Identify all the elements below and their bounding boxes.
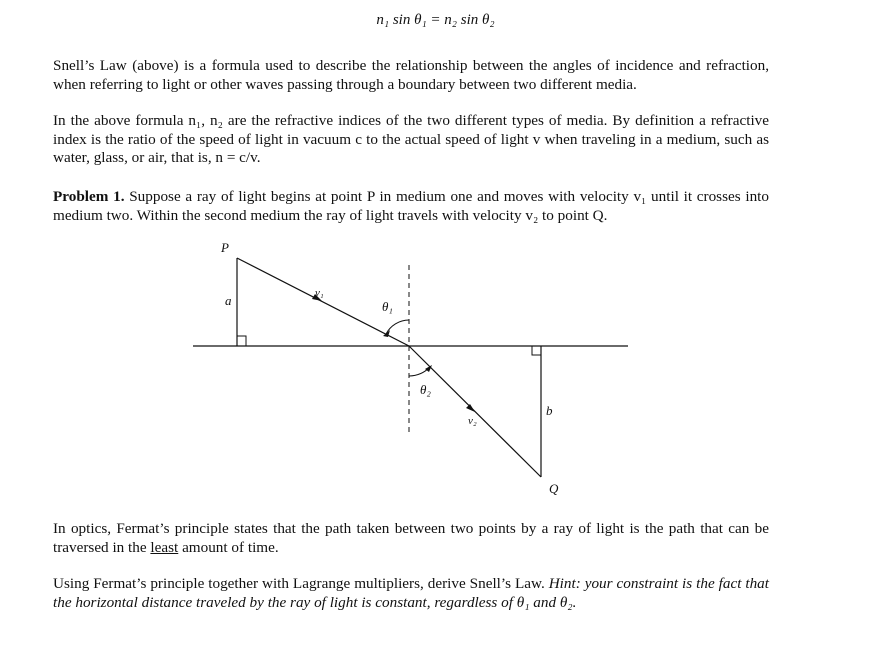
refracted-direction-arrow [466, 404, 475, 412]
problem-text: Suppose a ray of light begins at point P in medium one and moves with velocity v₁ until it crosses into medium two. Within the second medium the ray of light travels with velocity v₂ to point Q. [53, 188, 769, 224]
fermat-underlined-word: least [150, 538, 179, 556]
velocity-1-label: v₁ [315, 287, 324, 299]
refracted-ray [409, 346, 541, 477]
snells-law-equation: n₁ sin θ₁ = n₂ sin θ₂ [376, 12, 495, 28]
right-angle-marker-b [532, 346, 541, 355]
refractive-index-paragraph: In the above formula n₁, n₂ are the refractive indices of the two different types of media. By definition a refractive index is the ratio of the speed of light in vacuum c to the actual speed of light v when traveling in a medium, such as water, glass, or air, that is, n = c/v. [53, 112, 769, 166]
task-paragraph [53, 575, 769, 612]
velocity-2-label: v₂ [468, 415, 477, 427]
fermat-text-after: amount of time. [178, 538, 279, 556]
angle-theta2-label: θ₂ [420, 382, 431, 397]
fermat-principle-paragraph [53, 520, 769, 557]
hint-text: Hint: your constraint is the fact that the horizontal distance traveled by the ray of light is constant, regardless of θ₁ and θ₂. [53, 575, 769, 611]
angle-theta1-label: θ₁ [382, 299, 393, 314]
point-p-label: P [221, 240, 229, 255]
length-a-label: a [225, 293, 232, 308]
intro-paragraph: Snell’s Law (above) is a formula used to describe the relationship between the angles of incidence and refraction, when referring to light or other waves passing through a boundary between two different media. [53, 57, 769, 93]
problem-label: Problem 1. [53, 188, 125, 205]
length-b-label: b [546, 403, 553, 418]
right-angle-marker-a [237, 336, 246, 346]
fermat-text-before: In optics, Fermat’s principle states that the path taken between two points by a ray of light is the path that can be traversed in the [53, 520, 769, 556]
point-q-label: Q [549, 481, 559, 496]
task-text: Using Fermat’s principle together with Lagrange multipliers, derive Snell’s Law. [53, 575, 549, 592]
